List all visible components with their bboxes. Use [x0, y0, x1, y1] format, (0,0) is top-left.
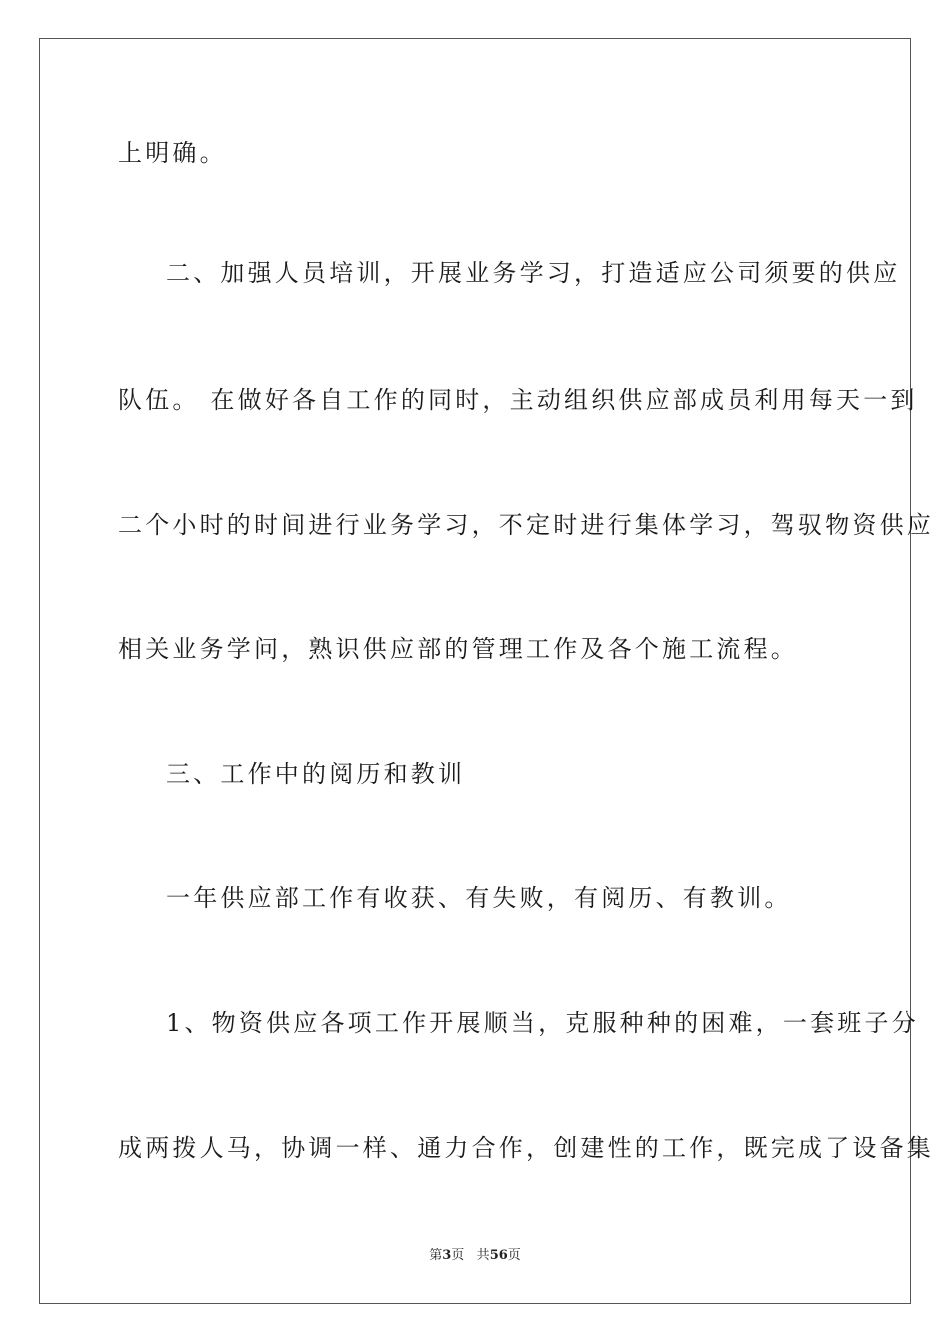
text-line: 上明确。: [118, 139, 227, 167]
total-pages: 56: [489, 1248, 508, 1263]
text-line: 相关业务学问，熟识供应部的管理工作及各个施工流程。: [118, 635, 798, 663]
page-border: [39, 38, 911, 1304]
text-line: 二个小时的时间进行业务学习，不定时进行集体学习，驾驭物资供应: [118, 511, 934, 539]
total-prefix: 共: [476, 1248, 490, 1263]
text-line: 一年供应部工作有收获、有失败，有阅历、有教训。: [166, 884, 792, 912]
page-prefix: 第: [429, 1248, 443, 1263]
total-suffix: 页: [507, 1248, 521, 1263]
text-line: 二、加强人员培训，开展业务学习，打造适应公司须要的供应: [166, 259, 901, 287]
page-suffix: 页: [451, 1248, 465, 1263]
text-line: 三、工作中的阅历和教训: [166, 760, 466, 788]
page-footer: [0, 1248, 950, 1264]
text-line: 成两拨人马，协调一样、通力合作，创建性的工作，既完成了设备集: [118, 1134, 934, 1162]
text-line: 队伍。 在做好各自工作的同时，主动组织供应部成员利用每天一到: [118, 386, 918, 414]
page-number: 3: [442, 1248, 452, 1263]
text-line: 1、物资供应各项工作开展顺当，克服种种的困难，一套班子分: [166, 1009, 919, 1037]
